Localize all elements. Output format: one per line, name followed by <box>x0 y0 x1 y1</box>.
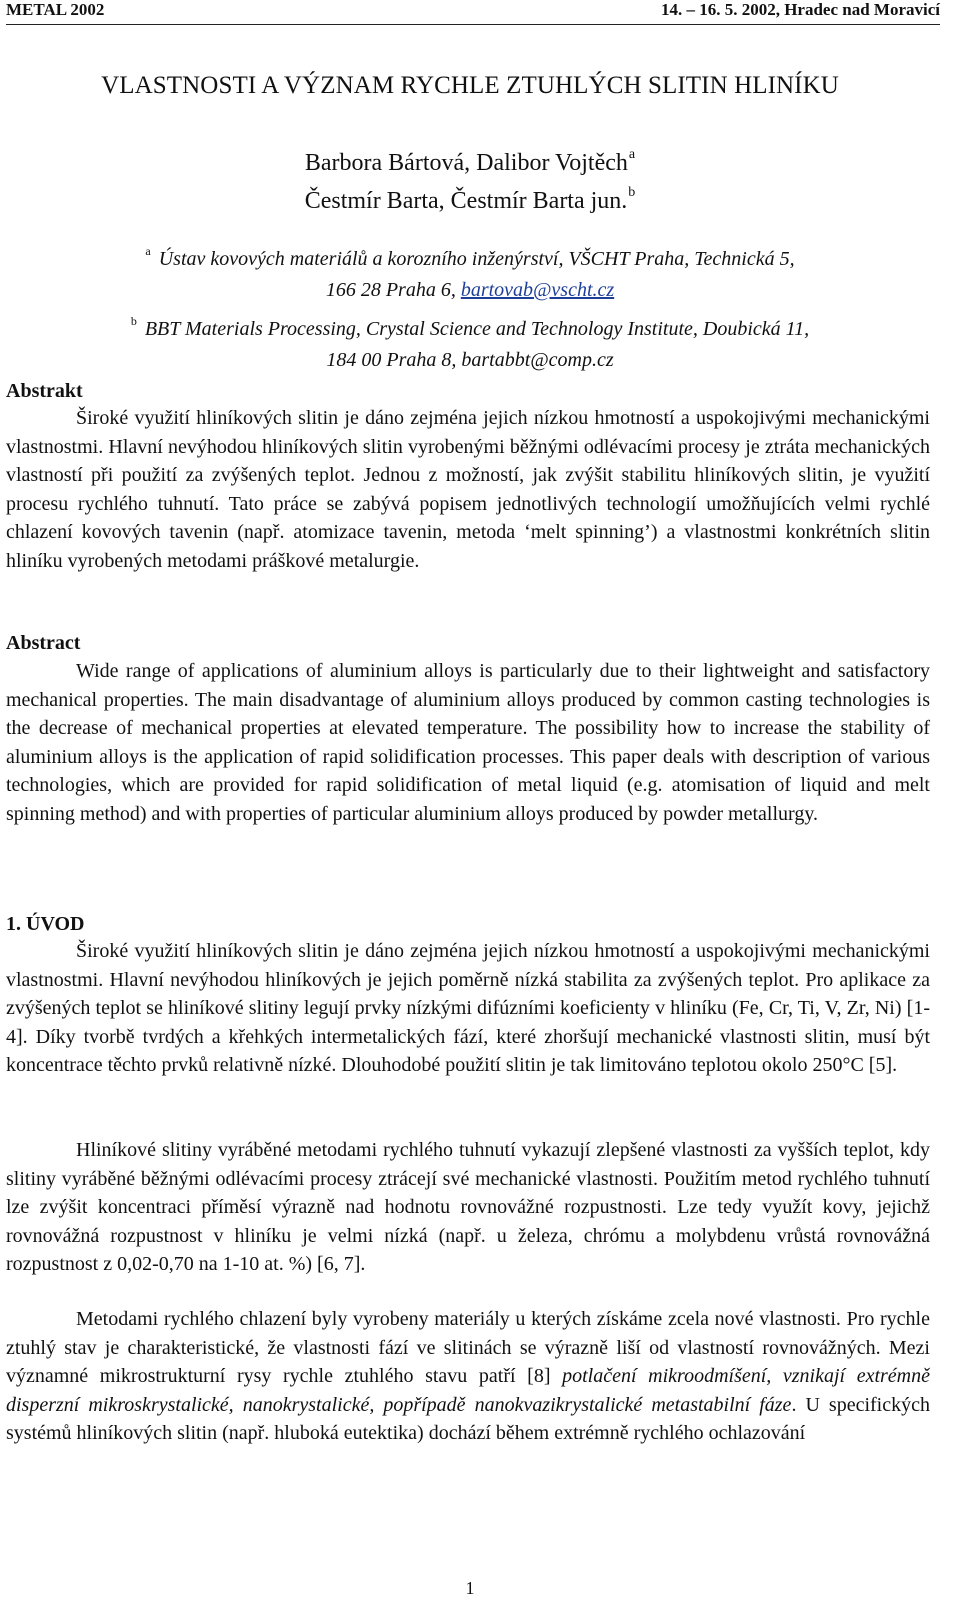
author-line-1: Barbora Bártová, Dalibor Vojtěch$^a$ <box>304 147 636 176</box>
abstrakt-text: Široké využití hliníkových slitin je dáno zejména jejich nízkou hmotností a uspokojivými mechanickými vlastnostmi. Hlavní nevýhodou hliníkových slitin vyrobenými běžnými odlévacími procesy je ztráta mechanických vlastností při použití za zvýšených teplot. Jednou z možností, jak zvýšit stabilitu hliníkových slitin, je využití procesu rychlého tuhnutí. Tato práce se zabývá popisem jednotlivých technologií umožňujících velmi rychlé chlazení kovových tavenin (např. atomizace tavenin, metoda ‘melt spinning’) a vlastnostmi konkrétních slitin hliníku vyrobených metodami práškové metalurgie. <box>6 407 930 572</box>
affiliation-block <box>0 236 940 376</box>
affiliation-b-line-2: 184 00 Praha 8, bartabbt@comp.cz <box>326 349 614 371</box>
header-date-place: 14. – 16. 5. 2002, Hradec nad Moravicí <box>660 0 940 19</box>
abstract-heading: Abstract <box>6 632 81 654</box>
affiliation-a-line-1: $^a$ Ústav kovových materiálů a korozního inženýrství, VŠCHT Praha, Technická 5, <box>145 244 795 270</box>
header-rule <box>6 24 940 25</box>
affiliation-b-line-1: $^b$ BBT Materials Processing, Crystal Science and Technology Institute, Doubická 11, <box>130 314 810 340</box>
section-heading-uvod: 1. ÚVOD <box>6 913 85 935</box>
running-header <box>6 0 940 24</box>
author-affil-mark-a: a <box>628 147 636 162</box>
abstrakt-heading: Abstrakt <box>6 380 83 402</box>
author-affil-mark-b: b <box>628 185 636 200</box>
author-line-2: Čestmír Barta, Čestmír Barta jun.$^b$ <box>304 185 636 214</box>
affiliation-a-line-2: 166 28 Praha 6, bartovab@vscht.cz <box>325 279 615 301</box>
uvod-paragraph-3: Metodami rychlého chlazení byly vyrobeny materiály u kterých získáme zcela nové vlastnosti. Pro rychle ztuhlý stav je charakteristické, že vlastnosti fází ve slitinách se výrazně liší od vlastností rovnovážných. Mezi významné mikrostrukturní rysy rychle ztuhlého stavu patří [8] potlačení mikroodmíšení, vznikají extrémně disperzní mikroskrystalické, nanokrystalické, popřípadě nanokvazikrystalické metastabilní fáze. U specifických systémů hliníkových slitin (např. hluboká eutektika) dochází během extrémně rychlého ochlazování <box>6 1308 931 1444</box>
uvod-paragraph-2: Hliníkové slitiny vyráběné metodami rychlého tuhnutí vykazují zlepšené vlastnosti za vyšších teplot, kdy slitiny vyráběné běžnými odlévacími procesy ztrácejí své mechanické vlastnosti. Použitím metod rychlého tuhnutí lze zvýšit koncentraci příměsí výrazně nad hodnotu rovnovážné rozpustnosti. Lze tedy využít kovy, jejichž rovnovážná rozpustnost v hliníku je velmi nízká (např. u železa, chrómu a molybdenu vrůstá rovnovážná rozpustnost z 0,02-0,70 na 1-10 at. %) [6, 7]. <box>6 1139 930 1275</box>
page-number: 1 <box>465 1578 475 1598</box>
uvod-paragraph-1: Široké využití hliníkových slitin je dáno zejména jejich nízkou hmotností a uspokojivými mechanickými vlastnostmi. Hlavní nevýhodou hliníkových je jejich poměrně nízká stabilita za zvýšených teplot. Pro aplikace za zvýšených teplot se hliníkové slitiny legují prvky nízkými difúzními koeficienty v hliníku (Fe, Cr, Ti, V, Zr, Ni) [1-4]. Díky tvorbě tvrdých a křehkých intermetalických fází, které zhoršují mechanické vlastnosti slitin, musí být koncentrace těchto prvků relativně nízké. Dlouhodobé použití slitin je tak limitováno teplotou okolo 250°C [5]. <box>6 940 930 1076</box>
header-conference: METAL 2002 <box>6 0 105 19</box>
email-link-a[interactable]: bartovab@vscht.cz <box>460 279 615 301</box>
abstract-text: Wide range of applications of aluminium alloys is particularly due to their lightweight and satisfactory mechanical properties. The main disadvantage of aluminium alloys produced by common casting technologies is the decrease of mechanical properties at elevated temperature. The possibility how to increase the stability of aluminium alloys is the application of rapid solidification processes. This paper deals with description of various technologies, which are provided for rapid solidification of metal liquid (e.g. atomisation of liquid and melt spinning method) and with properties of particular aluminium alloys produced by powder metallurgy. <box>6 660 930 825</box>
author-block <box>0 140 940 216</box>
uvod-italic-phrase: potlačení mikroodmíšení, vznikají extrémně disperzní mikroskrystalické, nanokrystalické, popřípadě nanokvazikrystalické metastabilní fáze <box>6 1365 931 1416</box>
paper-title: VLASTNOSTI A VÝZNAM RYCHLE ZTUHLÝCH SLITIN HLINÍKU <box>101 72 839 99</box>
